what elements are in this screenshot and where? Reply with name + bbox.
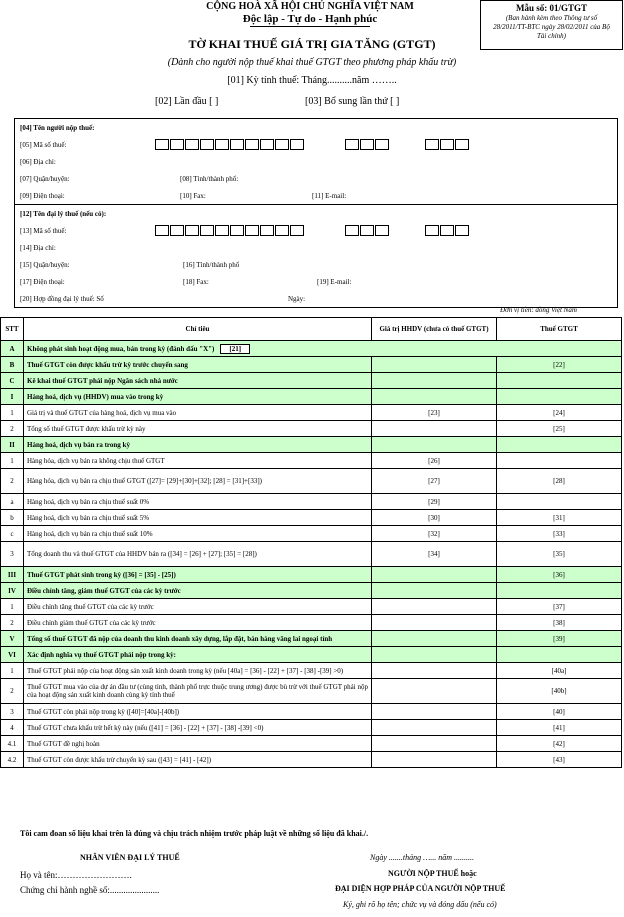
row-label: Thuế GTGT mua vào của dự án đầu tư (cùng tỉnh, thành phố trực thuộc trung ương) được bù trừ với thuế GTGT phải nộp của hoạt động sản xuất kinh doanh cùng kỳ tính thuế [24,679,372,704]
row-tax-cell[interactable] [497,389,622,405]
row-label: Thuế GTGT phát sinh trong kỳ ([36] = [35] - [25]) [24,567,372,583]
row-stt: 2 [1,421,24,437]
row-value-cell[interactable]: [26] [372,453,497,469]
agent-taxcode-ext-boxes[interactable] [345,225,390,236]
declaration-statement: Tôi cam đoan số liệu khai trên là đúng và chịu trách nhiệm trước pháp luật về những số liệu đã khai./. [20,829,369,838]
taxpayer-district-label: [07] Quận/huyện: [20,175,70,183]
row-tax-cell[interactable]: [35] [497,542,622,567]
row-value-cell[interactable] [372,704,497,720]
row-label: Thuế GTGT còn được khấu trừ chuyển kỳ sau ([43] = [41] - [42]) [24,752,372,768]
row-tax-cell[interactable] [497,583,622,599]
row-tax-cell[interactable]: [39] [497,631,622,647]
header-tax: Thuế GTGT [497,318,622,341]
row-value-cell[interactable] [372,752,497,768]
table-row [1,405,622,421]
table-row [1,542,622,567]
row-stt: 1 [1,663,24,679]
table-row [1,357,622,373]
sign-note: Ký, ghi rõ họ tên; chức vụ và đóng dấu (nếu có) [343,900,497,909]
row-label: Tổng số thuế GTGT đã nộp của doanh thu kinh doanh xây dựng, lắp đặt, bán hàng vãng lai ngoại tỉnh [24,631,372,647]
table-row [1,704,622,720]
row-value-cell[interactable] [372,679,497,704]
row-stt: 4 [1,720,24,736]
taxpayer-email-label: [11] E-mail: [312,192,347,200]
header-criteria: Chỉ tiêu [24,318,372,341]
row-label: Thuế GTGT còn được khấu trừ kỳ trước chuyển sang [24,357,372,373]
row-stt: II [1,437,24,453]
table-row [1,663,622,679]
row-stt: 3 [1,704,24,720]
currency-unit-note: Đơn vị tiền: đồng Việt Nam [500,306,577,314]
table-row [1,510,622,526]
table-row [1,421,622,437]
agent-email-label: [19] E-mail: [317,278,352,286]
row-stt: a [1,494,24,510]
row-label: Điều chỉnh tăng thuế GTGT của các kỳ trước [24,599,372,615]
agent-signature-title: NHÂN VIÊN ĐẠI LÝ THUẾ [80,853,180,862]
row-label [24,341,622,357]
row-value-cell[interactable] [372,357,497,373]
taxpayer-taxcode-ext-boxes[interactable] [345,139,390,150]
row-label: Tổng số thuế GTGT được khấu trừ kỳ này [24,421,372,437]
table-row [1,469,622,494]
agent-fax-label: [18] Fax: [183,278,209,286]
agent-name-field: Họ và tên:……………………. [20,870,132,880]
row-value-cell[interactable] [372,736,497,752]
row-label: Thuế GTGT còn phải nộp trong kỳ ([40]=[40a]-[40b]) [24,704,372,720]
row-stt: C [1,373,24,389]
agent-contract-date-label: Ngày: [288,295,306,303]
row-tax-cell[interactable]: [43] [497,752,622,768]
taxpayer-taxcode-label: [05] Mã số thuế: [20,141,67,149]
legal-rep-title: ĐẠI DIỆN HỢP PHÁP CỦA NGƯỜI NỘP THUẾ [335,884,506,893]
row-value-cell[interactable] [372,631,497,647]
agent-taxcode-boxes[interactable] [155,225,305,236]
taxpayer-fax-label: [10] Fax: [180,192,206,200]
table-row [1,583,622,599]
row-tax-cell[interactable]: [25] [497,421,622,437]
taxpayer-phone-label: [09] Điện thoại: [20,192,65,200]
header-value: Giá trị HHDV (chưa có thuế GTGT) [372,318,497,341]
row-stt: c [1,526,24,542]
table-row [1,494,622,510]
row-tax-cell[interactable]: [40] [497,704,622,720]
row-stt: A [1,341,24,357]
taxpayer-taxcode-ext2-boxes[interactable] [425,139,470,150]
table-row [1,647,622,663]
row-value-cell[interactable] [372,373,497,389]
row-stt: 1 [1,599,24,615]
agent-phone-label: [17] Điện thoại: [20,278,65,286]
table-row [1,373,622,389]
table-row [1,341,622,357]
row-tax-cell[interactable]: [33] [497,526,622,542]
row-tax-cell[interactable]: [40b] [497,679,622,704]
table-row [1,526,622,542]
agent-taxcode-label: [13] Mã số thuế: [20,227,67,235]
form-code: Mẫu số: 01/GTGT [515,3,587,13]
row-tax-cell[interactable] [497,373,622,389]
row-label: Thuế GTGT chưa khấu trừ hết kỳ này (nếu ([41] = [36] - [22] + [37] - [38] -[39] <0) [24,720,372,736]
agent-taxcode-ext2-boxes[interactable] [425,225,470,236]
row-stt: B [1,357,24,373]
agent-province-label: [16] Tỉnh/thành phố [183,261,240,269]
no-activity-checkbox[interactable]: [21] [220,344,250,354]
row-value-cell[interactable]: [23] [372,405,497,421]
row-value-cell[interactable]: [32] [372,526,497,542]
first-declaration: [02] Lần đầu [ ] [155,96,219,107]
row-tax-cell[interactable] [497,647,622,663]
taxpayer-province-label: [08] Tỉnh/thành phố: [180,175,239,183]
row-label: Hàng hoá, dịch vụ bán ra chịu thuế suất 0% [24,494,372,510]
row-tax-cell[interactable]: [24] [497,405,622,421]
row-tax-cell[interactable]: [28] [497,469,622,494]
row-label: Giá trị và thuế GTGT của hàng hoá, dịch vụ mua vào [24,405,372,421]
motto-underline [250,26,370,27]
row-label: Kê khai thuế GTGT phải nộp Ngân sách nhà nước [24,373,372,389]
row-tax-cell[interactable]: [31] [497,510,622,526]
agent-district-label: [15] Quận/huyện: [20,261,70,269]
row-stt: V [1,631,24,647]
row-label-text: Không phát sinh hoạt động mua, bán trong kỳ (đánh dấu "X") [27,344,215,353]
row-tax-cell[interactable]: [22] [497,357,622,373]
table-row [1,389,622,405]
taxpayer-name-label: [04] Tên người nộp thuế: [20,124,95,132]
table-row [1,615,622,631]
row-stt: 1 [1,405,24,421]
row-label: Hàng hoá, dịch vụ bán ra chịu thuế suất 10% [24,526,372,542]
vat-declaration-table [0,317,622,768]
table-row [1,599,622,615]
row-stt: 2 [1,679,24,704]
header-stt: STT [1,318,24,341]
row-tax-cell[interactable]: [38] [497,615,622,631]
row-tax-cell[interactable]: [41] [497,720,622,736]
row-value-cell[interactable] [372,421,497,437]
table-row [1,720,622,736]
agent-address-label: [14] Địa chỉ: [20,244,56,252]
table-row [1,453,622,469]
date-line: Ngày .......tháng …... năm .......... [370,853,474,862]
row-stt: IV [1,583,24,599]
taxpayer-info [14,118,618,308]
row-tax-cell[interactable] [497,453,622,469]
country-header: CỘNG HOÀ XÃ HỘI CHỦ NGHĨA VIỆT NAM [206,1,414,12]
row-value-cell[interactable] [372,647,497,663]
row-stt: III [1,567,24,583]
agent-cert-field: Chứng chỉ hành nghề số:...................... [20,885,160,895]
form-code-box [480,0,623,50]
row-label: Tổng doanh thu và thuế GTGT của HHDV bán ra ([34] = [26] + [27]; [35] = [28]) [24,542,372,567]
row-label: Điều chỉnh tăng, giảm thuế GTGT của các kỳ trước [24,583,372,599]
row-value-cell[interactable]: [34] [372,542,497,567]
table-row [1,631,622,647]
row-label: Hàng hoá, dịch vụ bán ra chịu thuế suất 5% [24,510,372,526]
row-value-cell[interactable] [372,599,497,615]
motto: Độc lập - Tự do - Hạnh phúc [242,13,378,25]
row-value-cell[interactable]: [30] [372,510,497,526]
period-line: [01] Kỳ tính thuế: Tháng..........năm …….. [227,75,397,86]
row-stt: I [1,389,24,405]
row-tax-cell[interactable] [497,494,622,510]
supplement-declaration: [03] Bổ sung lần thứ [ ] [305,96,400,107]
row-value-cell[interactable]: [29] [372,494,497,510]
row-value-cell[interactable] [372,583,497,599]
row-label: Điều chỉnh giảm thuế GTGT của các kỳ trước [24,615,372,631]
table-row [1,679,622,704]
taxpayer-address-label: [06] Địa chỉ: [20,158,56,166]
row-stt: 3 [1,542,24,567]
row-tax-cell[interactable] [497,437,622,453]
row-stt: 2 [1,469,24,494]
row-label: Thuế GTGT đề nghị hoàn [24,736,372,752]
row-value-cell[interactable]: [27] [372,469,497,494]
row-label: Hàng hoá, dịch vụ (HHDV) mua vào trong kỳ [24,389,372,405]
row-stt: VI [1,647,24,663]
row-value-cell[interactable] [372,663,497,679]
row-value-cell[interactable] [372,720,497,736]
table-row [1,736,622,752]
row-stt: b [1,510,24,526]
row-label: Hàng hóa, dịch vụ bán ra không chịu thuế GTGT [24,453,372,469]
row-value-cell[interactable] [372,389,497,405]
row-label: Hàng hoá, dịch vụ bán ra trong kỳ [24,437,372,453]
row-label: Thuế GTGT phải nộp của hoạt động sản xuất kinh doanh trong kỳ (nếu [40a] = [36] - [22] + [37] - [38] -[39] >0) [24,663,372,679]
row-value-cell[interactable] [372,567,497,583]
table-row [1,752,622,768]
row-stt: 1 [1,453,24,469]
page-title: TỜ KHAI THUẾ GIÁ TRỊ GIA TĂNG (GTGT) [188,37,436,51]
agent-contract-label: [20] Hợp đồng đại lý thuế: Số [20,295,104,303]
row-stt: 4.2 [1,752,24,768]
row-tax-cell[interactable]: [42] [497,736,622,752]
table-row [1,437,622,453]
page-subtitle: (Dành cho người nộp thuế khai thuế GTGT theo phương pháp khấu trừ) [167,57,457,68]
row-tax-cell[interactable]: [37] [497,599,622,615]
row-label: Xác định nghĩa vụ thuế GTGT phải nộp trong kỳ: [24,647,372,663]
form-note: (Ban hành kèm theo Thông tư số 28/2011/TT-BTC ngày 28/02/2011 của Bộ Tài chính) [493,14,610,40]
table-row [1,567,622,583]
row-value-cell[interactable] [372,437,497,453]
row-tax-cell[interactable]: [40a] [497,663,622,679]
taxpayer-taxcode-boxes[interactable] [155,139,305,150]
row-stt: 4.1 [1,736,24,752]
row-label: Hàng hóa, dịch vụ bán ra chịu thuế GTGT ([27]= [29]+[30]+[32]; [28] = [31]+[33]) [24,469,372,494]
taxpayer-signature-title: NGƯỜI NỘP THUẾ hoặc [388,869,477,878]
row-stt: 2 [1,615,24,631]
row-tax-cell[interactable]: [36] [497,567,622,583]
row-value-cell[interactable] [372,615,497,631]
agent-name-label: [12] Tên đại lý thuế (nếu có): [20,210,107,218]
